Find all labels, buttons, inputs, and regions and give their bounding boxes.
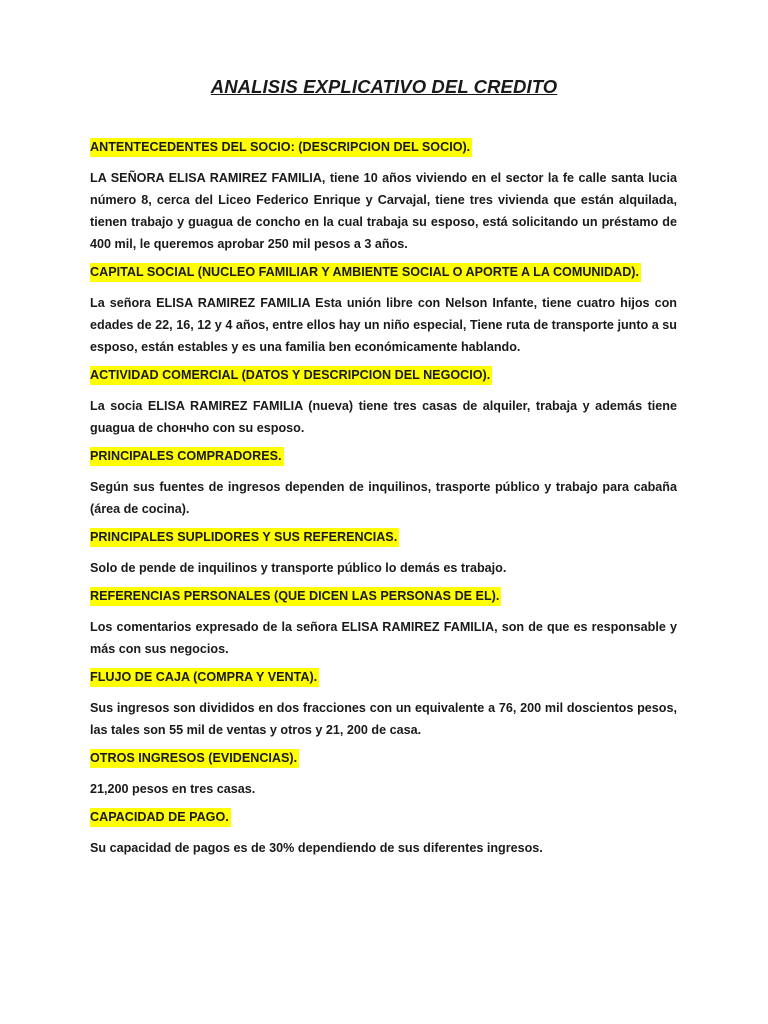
section-heading: OTROS INGRESOS (EVIDENCIAS). <box>90 749 299 768</box>
section-flujo-de-caja <box>90 668 677 741</box>
document-title: ANALISIS EXPLICATIVO DEL CREDITO <box>210 76 558 97</box>
section-body: Los comentarios expresado de la señora ELISA RAMIREZ FAMILIA, son de que es responsable y más con sus negocios. <box>90 620 677 656</box>
section-capital-social <box>90 263 677 358</box>
section-body: LA SEÑORA ELISA RAMIREZ FAMILIA, tiene 10 años viviendo en el sector la fe calle santa lucia número 8, cerca del Liceo Federico Enrique y Carvajal, tiene tres vivienda que están alquilada, tienen trabajo y guagua de concho en la cual trabaja su esposo, está solicitando un préstamo de 400 mil, le queremos aprobar 250 mil pesos a 3 años. <box>90 171 677 251</box>
section-heading: CAPACIDAD DE PAGO. <box>90 808 231 827</box>
section-body: La señora ELISA RAMIREZ FAMILIA Esta unión libre con Nelson Infante, tiene cuatro hijos con edades de 22, 16, 12 y 4 años, entre ellos hay un niño especial, Tiene ruta de transporte junto a su esposo, están estables y es una familia ben económicamente hablando. <box>90 296 677 354</box>
section-actividad-comercial <box>90 366 677 439</box>
section-otros-ingresos <box>90 749 677 800</box>
section-body: La socia ELISA RAMIREZ FAMILIA (nueva) tiene tres casas de alquiler, trabaja y además tiene guagua de chончho con su esposo. <box>90 399 677 435</box>
section-antecedentes <box>90 138 677 255</box>
section-body: Solo de pende de inquilinos y transporte público lo demás es trabajo. <box>90 561 507 575</box>
section-heading: REFERENCIAS PERSONALES (QUE DICEN LAS PERSONAS DE EL). <box>90 587 501 606</box>
section-referencias-personales <box>90 587 677 660</box>
section-heading: PRINCIPALES COMPRADORES. <box>90 447 284 466</box>
section-body: Según sus fuentes de ingresos dependen de inquilinos, trasporte público y trabajo para cabaña (área de cocina). <box>90 480 677 516</box>
section-heading: ACTIVIDAD COMERCIAL (DATOS Y DESCRIPCION DEL NEGOCIO). <box>90 366 492 385</box>
section-principales-compradores <box>90 447 677 520</box>
section-heading: CAPITAL SOCIAL (NUCLEO FAMILIAR Y AMBIENTE SOCIAL O APORTE A LA COMUNIDAD). <box>90 263 641 282</box>
section-heading: ANTENTECEDENTES DEL SOCIO: (DESCRIPCION DEL SOCIO). <box>90 138 472 157</box>
section-body: 21,200 pesos en tres casas. <box>90 782 256 796</box>
document-content <box>90 138 677 859</box>
section-heading: FLUJO DE CAJA (COMPRA Y VENTA). <box>90 668 319 687</box>
section-body: Sus ingresos son divididos en dos fracciones con un equivalente a 76, 200 mil doscientos pesos, las tales son 55 mil de ventas y otros y 21, 200 de casa. <box>90 701 677 737</box>
section-capacidad-de-pago <box>90 808 677 859</box>
section-body: Su capacidad de pagos es de 30% dependiendo de sus diferentes ingresos. <box>90 841 543 855</box>
section-principales-suplidores <box>90 528 677 579</box>
section-heading: PRINCIPALES SUPLIDORES Y SUS REFERENCIAS. <box>90 528 399 547</box>
